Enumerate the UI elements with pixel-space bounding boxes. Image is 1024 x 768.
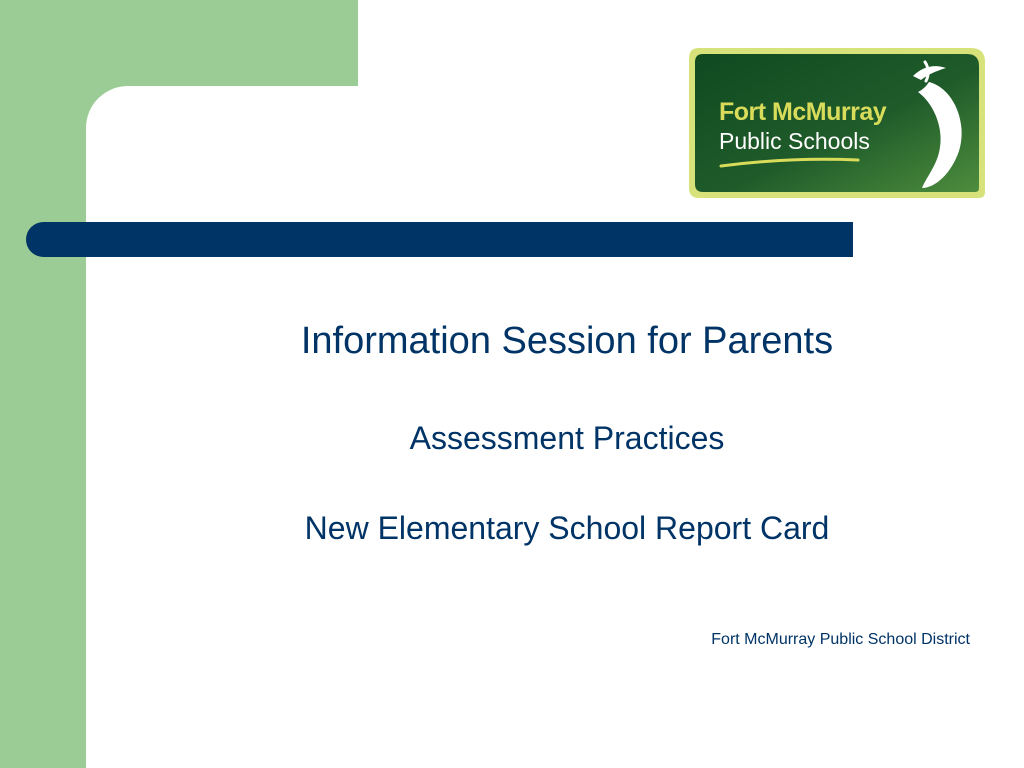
slide-subtitle-report-card: New Elementary School Report Card [304,510,830,546]
school-logo [683,42,989,204]
district-name: Fort McMurray Public School District [711,631,970,648]
logo-text-bottom: Public Schools [719,128,870,154]
blue-bar [26,222,853,257]
logo-text-top: Fort McMurray [719,98,887,126]
slide-title: Information Session for Parents [300,320,834,362]
slide-subtitle-assessment: Assessment Practices [409,420,725,456]
